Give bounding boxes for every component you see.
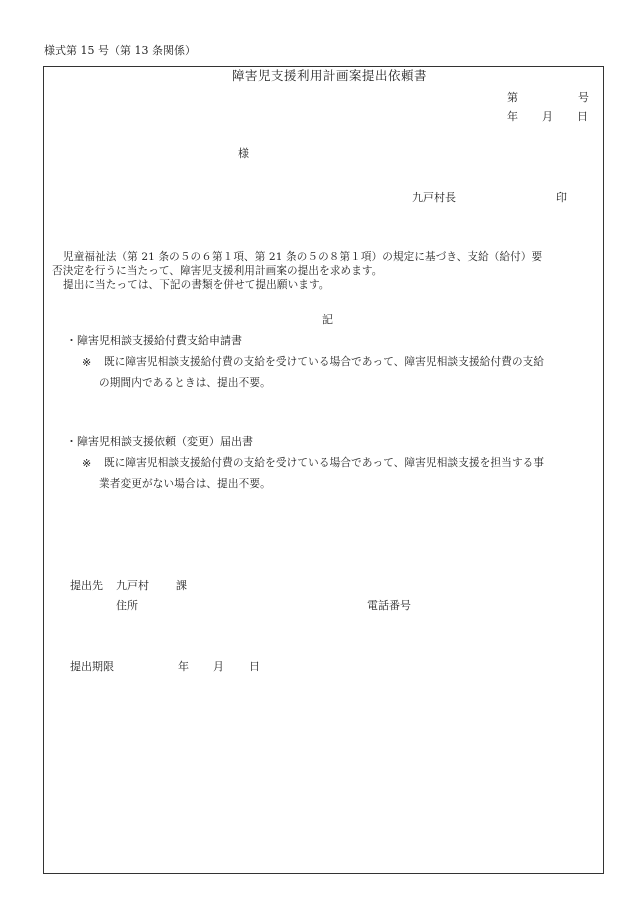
addressee-suffix: 様 bbox=[238, 147, 249, 160]
phone-label: 電話番号 bbox=[367, 599, 411, 612]
item-1-note-line-2: の期間内であるときは、提出不要。 bbox=[99, 377, 271, 389]
submission-section: 課 bbox=[176, 579, 187, 592]
address-label: 住所 bbox=[116, 599, 138, 612]
item-2-note-line-1: 既に障害児相談支援給付費の支給を受けている場合であって、障害児相談支援を担当する事 bbox=[104, 457, 545, 469]
item-2-note-mark: ※ bbox=[82, 457, 92, 470]
item-1-bullet: ・障害児相談支援給付費支給申請書 bbox=[66, 334, 242, 347]
body-line-1: 児童福祉法（第 21 条の５の６第１項、第 21 条の５の８第１項）の規定に基づき、支給（給付）要 bbox=[63, 251, 543, 263]
deadline-year: 年 bbox=[178, 660, 189, 673]
submission-village: 九戸村 bbox=[116, 579, 149, 592]
document-title: 障害児支援利用計画案提出依頼書 bbox=[232, 68, 428, 83]
item-1-note-line-1: 既に障害児相談支援給付費の支給を受けている場合であって、障害児相談支援給付費の支給 bbox=[104, 356, 545, 368]
issuer-name: 九戸村長 bbox=[412, 191, 456, 204]
body-text bbox=[52, 250, 592, 292]
form-number: 様式第 15 号（第 13 条関係） bbox=[44, 44, 196, 57]
number-prefix: 第 bbox=[507, 91, 518, 104]
date-year: 年 bbox=[507, 110, 518, 123]
date-day: 日 bbox=[577, 110, 588, 123]
submission-label: 提出先 bbox=[70, 579, 103, 592]
body-line-3: 提出に当たっては、下記の書類を併せて提出願います。 bbox=[63, 279, 330, 291]
ki-heading: 記 bbox=[322, 313, 333, 326]
deadline-label: 提出期限 bbox=[70, 660, 114, 673]
deadline-day: 日 bbox=[249, 660, 260, 673]
document-frame bbox=[43, 66, 604, 874]
item-1-note-mark: ※ bbox=[82, 356, 92, 369]
item-2-note-line-2: 業者変更がない場合は、提出不要。 bbox=[99, 478, 271, 490]
number-suffix: 号 bbox=[578, 91, 589, 104]
body-line-2: 否決定を行うに当たって、障害児支援利用計画案の提出を求めます。 bbox=[52, 265, 383, 277]
date-month: 月 bbox=[542, 110, 553, 123]
seal-mark: 印 bbox=[556, 191, 567, 204]
deadline-month: 月 bbox=[213, 660, 224, 673]
item-2-bullet: ・障害児相談支援依頼（変更）届出書 bbox=[66, 435, 253, 448]
